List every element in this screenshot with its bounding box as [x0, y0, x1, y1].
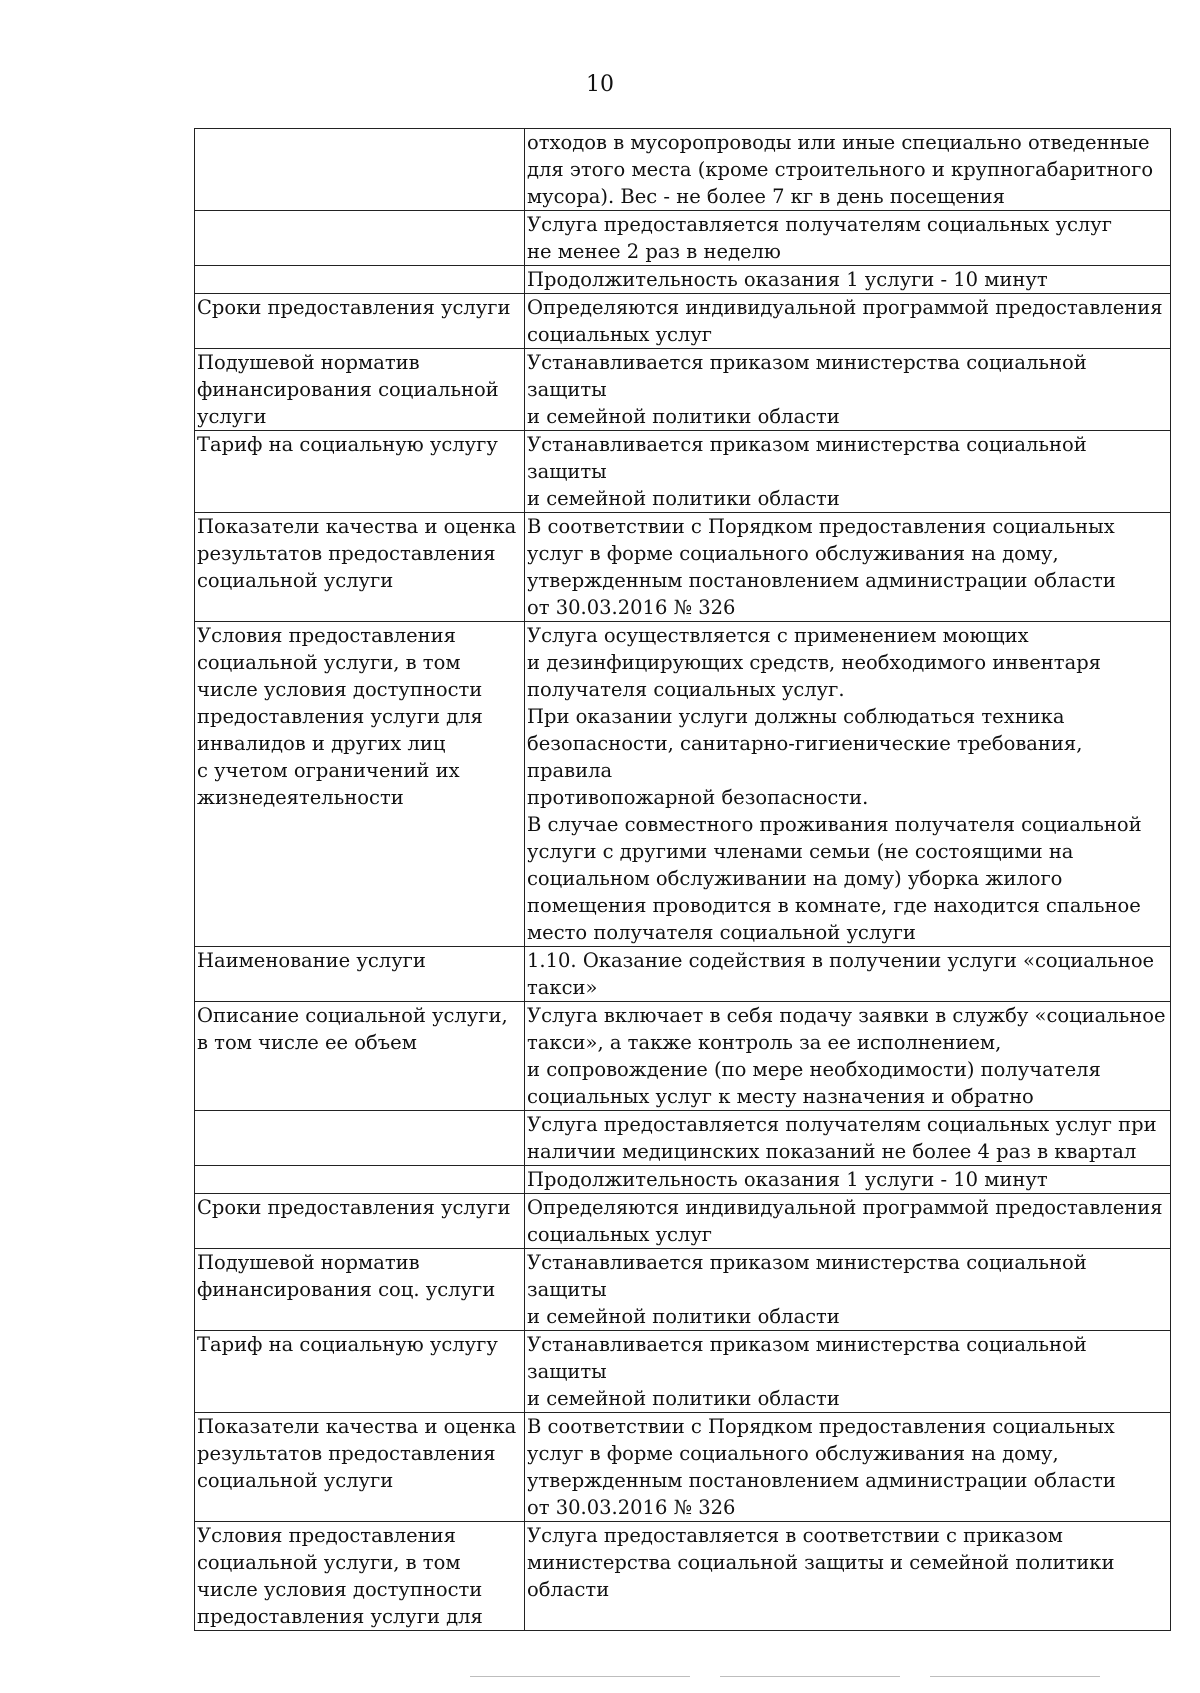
table-row	[195, 1111, 1171, 1166]
row-value: Услуга осуществляется с применением моющих и дезинфицирующих средств, необходимого инвентаря получателя социальных услуг. При оказании услуги должны соблюдаться техника безопасности, санитарно-гигиенические требования, правила противопожарной безопасности. В случае совместного проживания получателя социальной услуги с другими членами семьи (не состоящими на социальном обслуживании на дому) уборка жилого помещения проводится в комнате, где находится спальное место получателя социальной услуги	[525, 622, 1171, 947]
row-value: Устанавливается приказом министерства социальной защиты и семейной политики области	[525, 349, 1171, 431]
row-label	[195, 129, 525, 211]
row-label: Показатели качества и оценка результатов предоставления социальной услуги	[195, 1413, 525, 1522]
row-value: Определяются индивидуальной программой предоставления социальных услуг	[525, 294, 1171, 349]
row-label: Тариф на социальную услугу	[195, 1331, 525, 1413]
row-label	[195, 266, 525, 294]
table-row	[195, 1522, 1171, 1631]
table-row	[195, 1249, 1171, 1331]
row-label: Подушевой норматив финансирования соц. услуги	[195, 1249, 525, 1331]
row-label: Описание социальной услуги, в том числе ее объем	[195, 1002, 525, 1111]
row-value: Услуга предоставляется получателям социальных услуг при наличии медицинских показаний не более 4 раз в квартал	[525, 1111, 1171, 1166]
row-label: Показатели качества и оценка результатов предоставления социальной услуги	[195, 513, 525, 622]
row-value: Услуга включает в себя подачу заявки в службу «социальное такси», а также контроль за ее исполнением, и сопровождение (по мере необходимости) получателя социальных услуг к месту назначения и обратно	[525, 1002, 1171, 1111]
table-row	[195, 294, 1171, 349]
row-label: Сроки предоставления услуги	[195, 1194, 525, 1249]
row-value: 1.10. Оказание содействия в получении услуги «социальное такси»	[525, 947, 1171, 1002]
row-value: Продолжительность оказания 1 услуги - 10 минут	[525, 266, 1171, 294]
row-value: Продолжительность оказания 1 услуги - 10 минут	[525, 1166, 1171, 1194]
table-row	[195, 947, 1171, 1002]
row-value: отходов в мусоропроводы или иные специально отведенные для этого места (кроме строительного и крупногабаритного мусора). Вес - не более 7 кг в день посещения	[525, 129, 1171, 211]
row-value: Услуга предоставляется получателям социальных услуг не менее 2 раз в неделю	[525, 211, 1171, 266]
row-label: Условия предоставления социальной услуги, в том числе условия доступности предоставления услуги для	[195, 1522, 525, 1631]
scan-artifact-line	[930, 1676, 1100, 1677]
row-label: Условия предоставления социальной услуги, в том числе условия доступности предоставления услуги для инвалидов и других лиц с учетом ограничений их жизнедеятельности	[195, 622, 525, 947]
row-value: Устанавливается приказом министерства социальной защиты и семейной политики области	[525, 1249, 1171, 1331]
table-row	[195, 349, 1171, 431]
row-value: В соответствии с Порядком предоставления социальных услуг в форме социального обслуживания на дому, утвержденным постановлением администрации области от 30.03.2016 № 326	[525, 513, 1171, 622]
row-value: В соответствии с Порядком предоставления социальных услуг в форме социального обслуживания на дому, утвержденным постановлением администрации области от 30.03.2016 № 326	[525, 1413, 1171, 1522]
row-value: Устанавливается приказом министерства социальной защиты и семейной политики области	[525, 1331, 1171, 1413]
row-label: Сроки предоставления услуги	[195, 294, 525, 349]
table-row	[195, 211, 1171, 266]
table-row	[195, 266, 1171, 294]
table-row	[195, 1166, 1171, 1194]
row-label	[195, 1111, 525, 1166]
table-row	[195, 1413, 1171, 1522]
table-row	[195, 1002, 1171, 1111]
row-label: Наименование услуги	[195, 947, 525, 1002]
page-number: 10	[586, 72, 614, 97]
row-value: Услуга предоставляется в соответствии с приказом министерства социальной защиты и семейной политики области	[525, 1522, 1171, 1631]
table-row	[195, 1194, 1171, 1249]
table-row	[195, 129, 1171, 211]
scan-artifact-line	[470, 1676, 690, 1677]
row-label: Подушевой норматив финансирования социальной услуги	[195, 349, 525, 431]
row-value: Устанавливается приказом министерства социальной защиты и семейной политики области	[525, 431, 1171, 513]
services-table	[194, 128, 1171, 1631]
table-row	[195, 622, 1171, 947]
row-label	[195, 211, 525, 266]
scan-artifact-line	[720, 1676, 900, 1677]
table-row	[195, 431, 1171, 513]
table-row	[195, 1331, 1171, 1413]
row-label	[195, 1166, 525, 1194]
row-value: Определяются индивидуальной программой предоставления социальных услуг	[525, 1194, 1171, 1249]
table-row	[195, 513, 1171, 622]
row-label: Тариф на социальную услугу	[195, 431, 525, 513]
